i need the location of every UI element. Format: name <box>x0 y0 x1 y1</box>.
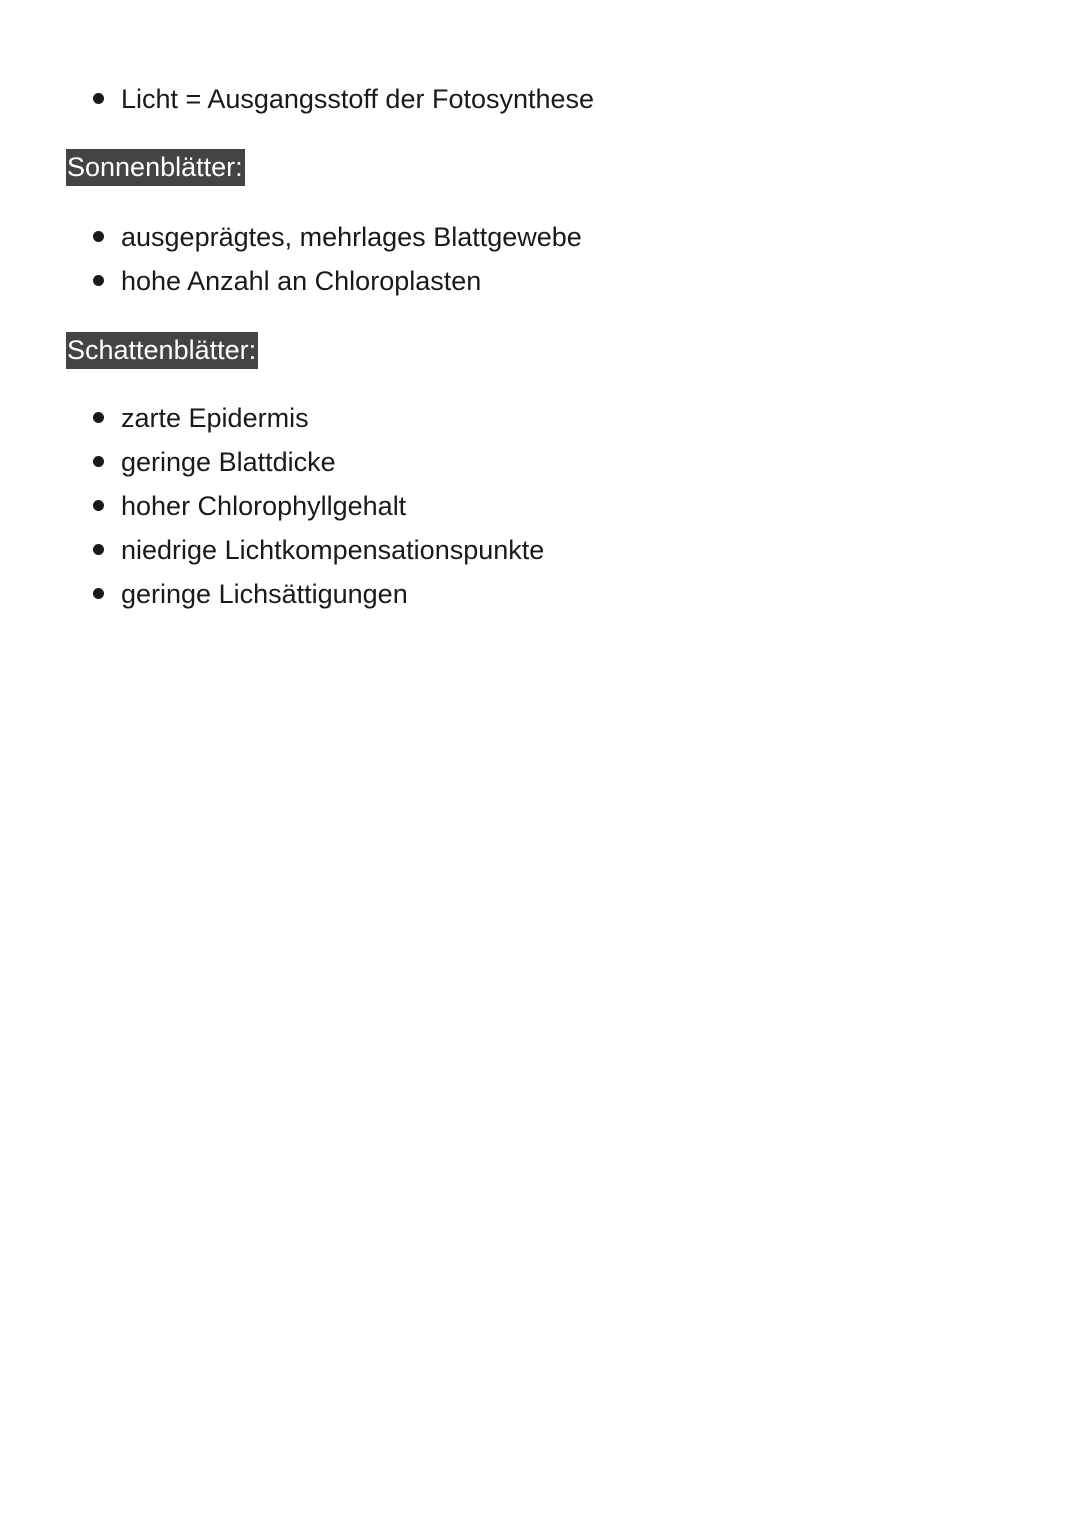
list-item <box>90 77 594 121</box>
bullet-icon <box>93 412 104 423</box>
list-item <box>90 259 582 303</box>
list-item <box>90 215 582 259</box>
bullet-icon <box>93 456 104 467</box>
bullet-icon <box>93 588 104 599</box>
bullet-icon <box>93 275 104 286</box>
list-item <box>90 572 544 616</box>
list-item-text: ausgeprägtes, mehrlages Blattgewebe <box>121 222 582 252</box>
list-item <box>90 528 544 572</box>
list-item-text: geringe Lichsättigungen <box>121 579 408 609</box>
list-item-text: geringe Blattdicke <box>121 447 336 477</box>
list-item-text: hoher Chlorophyllgehalt <box>121 491 407 521</box>
list-item-text: niedrige Lichtkompensationspunkte <box>121 535 545 565</box>
list-item <box>90 396 544 440</box>
list-item <box>90 484 544 528</box>
bullet-icon <box>93 544 104 555</box>
shade-leaves-list <box>90 396 544 616</box>
bullet-icon <box>93 93 104 104</box>
list-item-text: zarte Epidermis <box>121 403 309 433</box>
bullet-icon <box>93 231 104 242</box>
shade-leaves-heading: Schattenblätter: <box>66 332 258 369</box>
sun-leaves-list <box>90 215 582 303</box>
list-item <box>90 440 544 484</box>
list-item-text: Licht = Ausgangsstoff der Fotosynthese <box>121 84 595 114</box>
list-item-text: hohe Anzahl an Chloroplasten <box>121 266 482 296</box>
intro-list <box>90 77 594 121</box>
bullet-icon <box>93 500 104 511</box>
sun-leaves-heading: Sonnenblätter: <box>66 149 245 186</box>
